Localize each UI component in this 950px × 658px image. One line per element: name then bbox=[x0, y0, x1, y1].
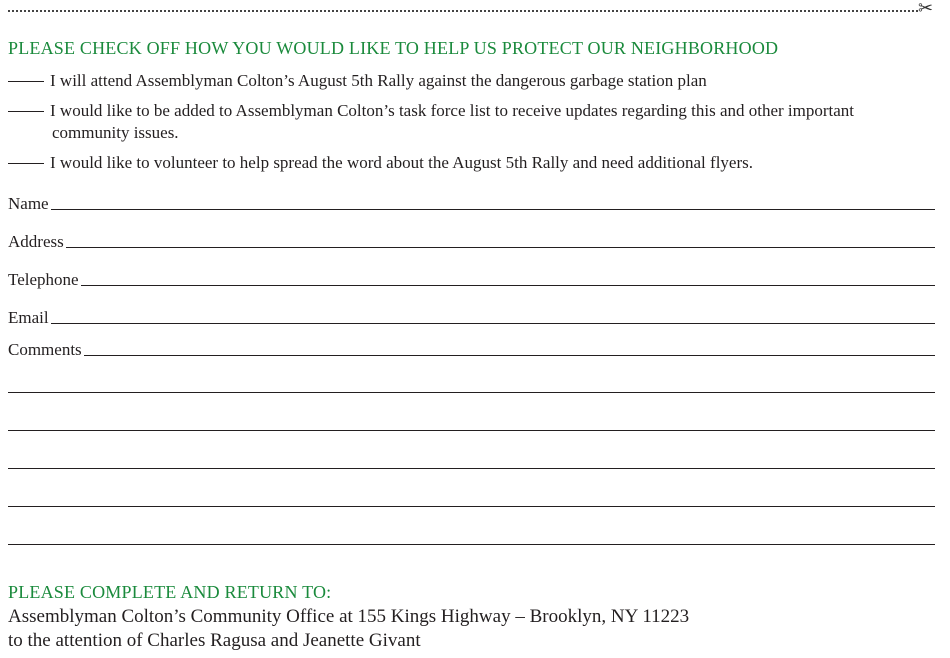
checklist-item-task-force[interactable] bbox=[8, 100, 933, 144]
email-input-line[interactable] bbox=[51, 323, 935, 324]
address-label: Address bbox=[8, 232, 64, 251]
name-field[interactable] bbox=[8, 190, 935, 214]
comments-field[interactable] bbox=[8, 336, 935, 360]
checklist-item-attend-rally[interactable] bbox=[8, 70, 933, 92]
checklist-item-label: I will attend Assemblyman Colton’s August 5th Rally against the dangerous garbage station plan bbox=[50, 71, 707, 90]
check-off-heading: PLEASE CHECK OFF HOW YOU WOULD LIKE TO HELP US PROTECT OUR NEIGHBORHOOD bbox=[8, 38, 779, 58]
name-label: Name bbox=[8, 194, 49, 213]
return-heading: PLEASE COMPLETE AND RETURN TO: bbox=[8, 582, 332, 602]
checkbox-blank[interactable] bbox=[8, 111, 44, 112]
email-field[interactable] bbox=[8, 304, 935, 328]
return-attention: to the attention of Charles Ragusa and Jeanette Givant bbox=[8, 630, 421, 651]
return-address: Assemblyman Colton’s Community Office at 155 Kings Highway – Brooklyn, NY 11223 bbox=[8, 606, 690, 627]
comments-line[interactable] bbox=[8, 430, 935, 431]
comments-line[interactable] bbox=[8, 506, 935, 507]
checkbox-blank[interactable] bbox=[8, 163, 44, 164]
address-field[interactable] bbox=[8, 228, 935, 252]
checklist-item-label: I would like to be added to Assemblyman Colton’s task force list to receive updates regarding this and other important bbox=[50, 101, 855, 120]
address-input-line[interactable] bbox=[66, 247, 935, 248]
checklist-item-volunteer[interactable] bbox=[8, 152, 933, 174]
checklist-item-label: I would like to volunteer to help spread the word about the August 5th Rally and need additional flyers. bbox=[50, 153, 753, 172]
comments-label: Comments bbox=[8, 340, 82, 359]
comments-line[interactable] bbox=[8, 468, 935, 469]
telephone-label: Telephone bbox=[8, 270, 79, 289]
checkbox-blank[interactable] bbox=[8, 81, 44, 82]
scissors-icon: ✂ bbox=[918, 0, 934, 19]
comments-line[interactable] bbox=[8, 544, 935, 545]
email-label: Email bbox=[8, 308, 49, 327]
cut-line bbox=[8, 10, 918, 12]
telephone-input-line[interactable] bbox=[81, 285, 935, 286]
comments-input-line[interactable] bbox=[84, 355, 935, 356]
telephone-field[interactable] bbox=[8, 266, 935, 290]
name-input-line[interactable] bbox=[51, 209, 935, 210]
checklist-item-label-continued: community issues. bbox=[52, 123, 179, 142]
comments-line[interactable] bbox=[8, 392, 935, 393]
